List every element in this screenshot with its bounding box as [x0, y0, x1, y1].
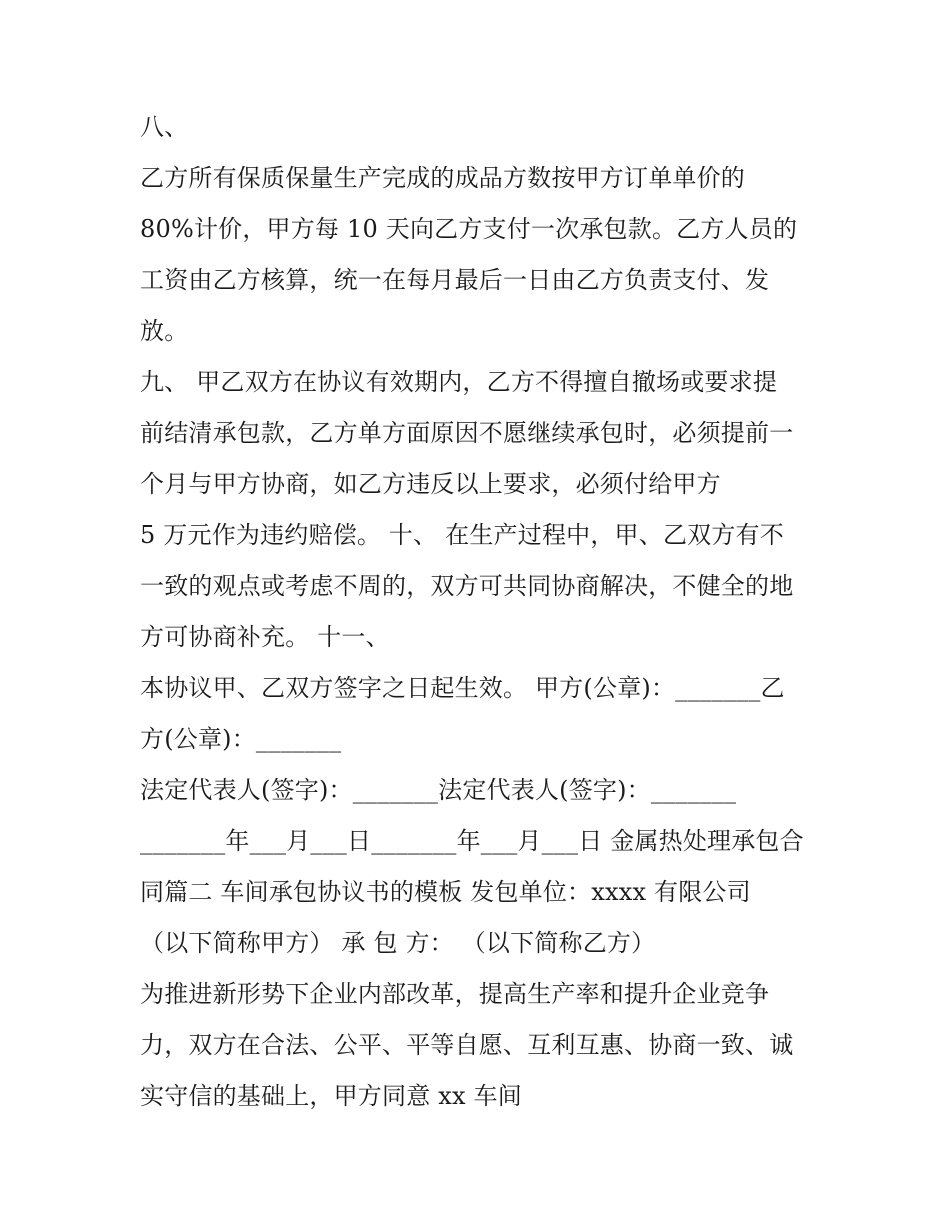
text-line: 同篇二 车间承包协议书的模板 发包单位：xxxx 有限公司 [140, 878, 751, 906]
text-line: 实守信的基础上，甲方同意 xx 车间 [140, 1082, 522, 1110]
text-line: 本协议甲、乙双方签字之日起生效。 甲方(公章)：_______乙 [140, 674, 785, 702]
text-line: （以下简称甲方） 承 包 方： （以下简称乙方） [140, 929, 656, 957]
text-line: 法定代表人(签字)：_______法定代表人(签字)：_______ [140, 776, 737, 804]
text-line: 九、 甲乙双方在协议有效期内，乙方不得擅自撤场或要求提 [140, 368, 778, 396]
text-line: 为推进新形势下企业内部改革，提高生产率和提升企业竞争 [140, 980, 770, 1008]
text-line: 方(公章)：_______ [140, 725, 342, 753]
text-line: 方可协商补充。 十一、 [140, 623, 390, 651]
text-line: 乙方所有保质保量生产完成的成品方数按甲方订单单价的 [140, 164, 745, 192]
text-line: 工资由乙方核算，统一在每月最后一日由乙方负责支付、发 [140, 266, 770, 294]
text-line: 力，双方在合法、公平、平等自愿、互利互惠、协商一致、诚 [140, 1031, 794, 1059]
text-line: 前结清承包款，乙方单方面原因不愿继续承包时，必须提前一 [140, 419, 794, 447]
text-line: 放。 [140, 317, 189, 345]
text-line: 八、 [140, 113, 189, 141]
text-line: 5 万元作为违约赔偿。 十、 在生产过程中，甲、乙双方有不 [140, 521, 784, 549]
text-line: 个月与甲方协商，如乙方违反以上要求，必须付给甲方 [140, 470, 721, 498]
text-line: 80%计价，甲方每 10 天向乙方支付一次承包款。乙方人员的 [140, 215, 798, 243]
text-line: _______年___月___日_______年___月___日 金属热处理承包合 [140, 827, 804, 855]
document-body [140, 102, 820, 1122]
text-line: 一致的观点或考虑不周的，双方可共同协商解决，不健全的地 [140, 572, 794, 600]
